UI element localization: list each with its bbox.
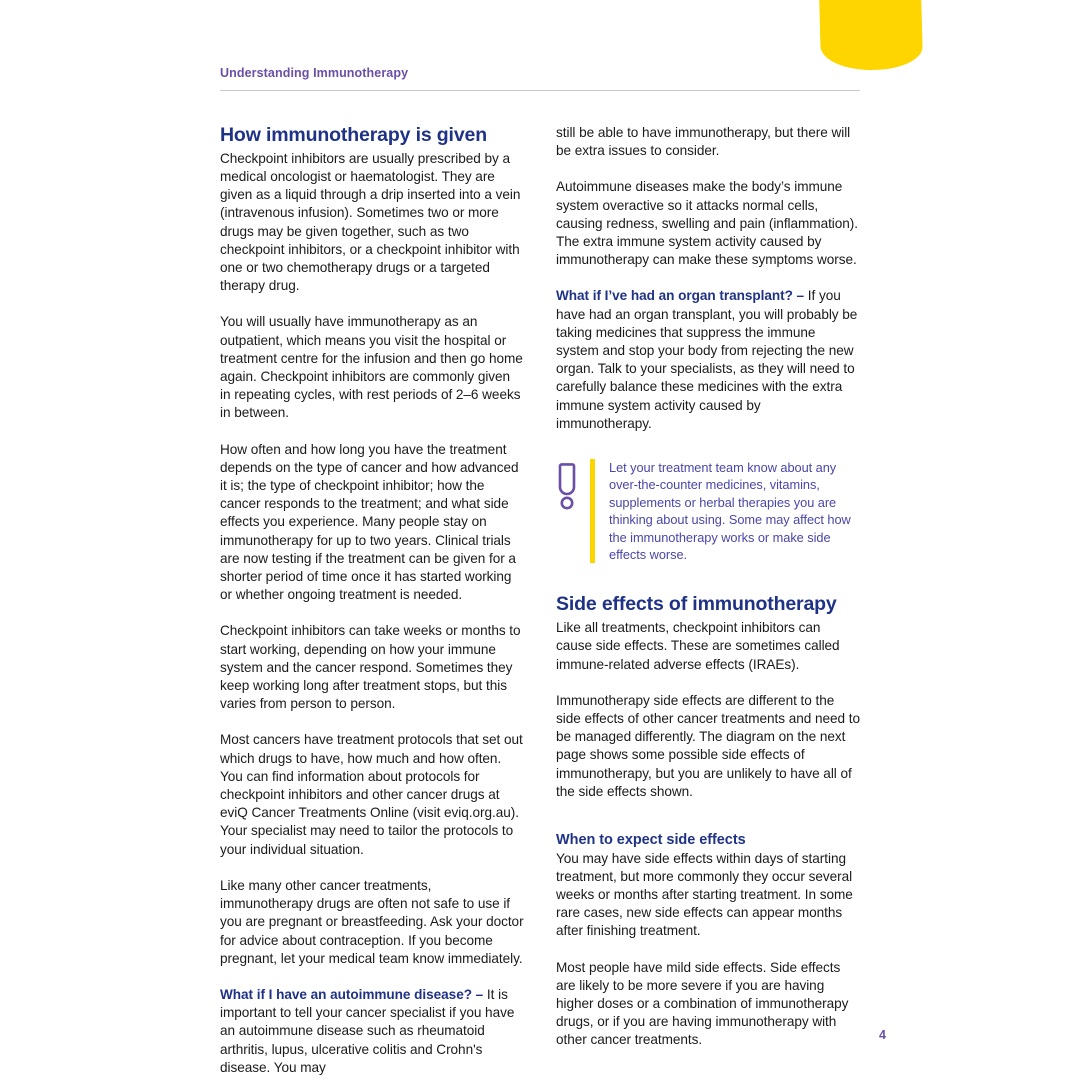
section-spacer: [556, 819, 860, 831]
page-title-side-effects-of-immunotherapy: Side effects of immunotherapy: [556, 593, 837, 616]
running-header: [220, 66, 860, 81]
callout-box: [556, 459, 860, 563]
header-divider-rule: [220, 90, 860, 91]
paragraph: Most people have mild side effects. Side effects are likely to be more severe if you are having higher doses or a combination of immunotherapy drugs, or if you are having immunotherapy with other cancer treatments.: [556, 959, 849, 1048]
paragraph: How often and how long you have the treatment depends on the type of cancer and how advanced it is; the type of checkpoint inhibitor; how the cancer responds to the treatment; and what side effects you experience. Many people stay on immunotherapy for up to two years. Clinical trials are now testing if the treatment can be given for a shorter period of time once it has started working or whether ongoing treatment is needed.: [220, 441, 519, 603]
paragraph: Most cancers have treatment protocols that set out which drugs to have, how much and how often. You can find information about protocols for checkpoint inhibitors and other cancer drugs at eviQ Cancer Treatments Online (visit eviq.org.au). Your specialist may need to tailor the protocols to your individual situation.: [220, 732, 523, 857]
paragraph: Checkpoint inhibitors are usually prescribed by a medical oncologist or haematologist. They are given as a liquid through a drip inserted into a vein (intravenous infusion). Sometimes two or more drugs may be given together, such as two checkpoint inhibitors, or a checkpoint inhibitor with one or two chemotherapy drugs or a targeted therapy drug.: [220, 150, 521, 294]
paragraph-organ-transplant-question: [556, 287, 860, 433]
paragraph-autoimmune-question: [220, 986, 524, 1077]
left-column: [220, 124, 524, 1077]
page-number: 4: [879, 1028, 886, 1042]
paragraph: Like all treatments, checkpoint inhibitors can cause side effects. These are sometimes called immune-related adverse effects (IRAEs).: [556, 620, 840, 672]
right-column: [556, 124, 860, 1077]
paragraph: You will usually have immunotherapy as an outpatient, which means you visit the hospital or treatment centre for the infusion and then go home again. Checkpoint inhibitors are commonly given in repeating cycles, with rest periods of 2–6 weeks in between.: [220, 314, 523, 421]
paragraph: Autoimmune diseases make the body’s immune system overactive so it attacks normal cells, causing redness, swelling and pain (inflammation). The extra immune system activity caused by immunotherapy can make these symptoms worse.: [556, 179, 859, 268]
lead-in-organ-transplant: What if I’ve had an organ transplant? –: [556, 288, 805, 304]
decorative-yellow-blob: [819, 0, 923, 71]
paragraph-continuation: still be able to have immunotherapy, but there will be extra issues to consider.: [556, 125, 851, 159]
paragraph-text: If you have had an organ transplant, you will probably be taking medicines that suppress the immune system and stop your body from rejecting the new organ. Talk to your specialists, as they will need to carefully balance these medicines with the extra immune system activity caused by immunotherapy.: [556, 288, 858, 431]
paragraph: Checkpoint inhibitors can take weeks or months to start working, depending on how your immune system and the cancer respond. Sometimes they keep working long after treatment stops, but this varies from person to person.: [220, 623, 521, 712]
exclamation-mark-icon: [556, 459, 590, 516]
callout-text: Let your treatment team know about any over-the-counter medicines, vitamins, supplements or herbal therapies you are thinking about using. Some may affect how the immunotherapy works or make side effects worse.: [609, 460, 851, 563]
body-columns: [220, 124, 860, 1077]
paragraph: You may have side effects within days of starting treatment, but more commonly they occur several weeks or months after starting treatment. In some rare cases, new side effects can appear months after finishing treatment.: [556, 850, 853, 939]
lead-in-autoimmune-disease: What if I have an autoimmune disease? –: [220, 986, 484, 1002]
paragraph-text: It is important to tell your cancer specialist if you have an autoimmune disease such as rheumatoid arthritis, lupus, ulcerative colitis and Crohn's disease. You may: [220, 986, 515, 1075]
callout-accent-bar: [590, 459, 595, 563]
page-title-how-immunotherapy-is-given: How immunotherapy is given: [220, 124, 487, 146]
paragraph: Immunotherapy side effects are different to the side effects of other cancer treatments and need to be managed differently. The diagram on the next page shows some possible side effects of immunotherapy, but you are unlikely to have all of the side effects shown.: [556, 692, 861, 799]
running-header-text: Understanding Immunotherapy: [220, 66, 409, 80]
subsection-title-when-to-expect-side-effects: When to expect side effects: [556, 832, 746, 849]
paragraph: Like many other cancer treatments, immunotherapy drugs are often not safe to use if you are pregnant or breastfeeding. Ask your doctor for advice about contraception. If you become pregnant, let your medical team know immediately.: [220, 877, 524, 966]
